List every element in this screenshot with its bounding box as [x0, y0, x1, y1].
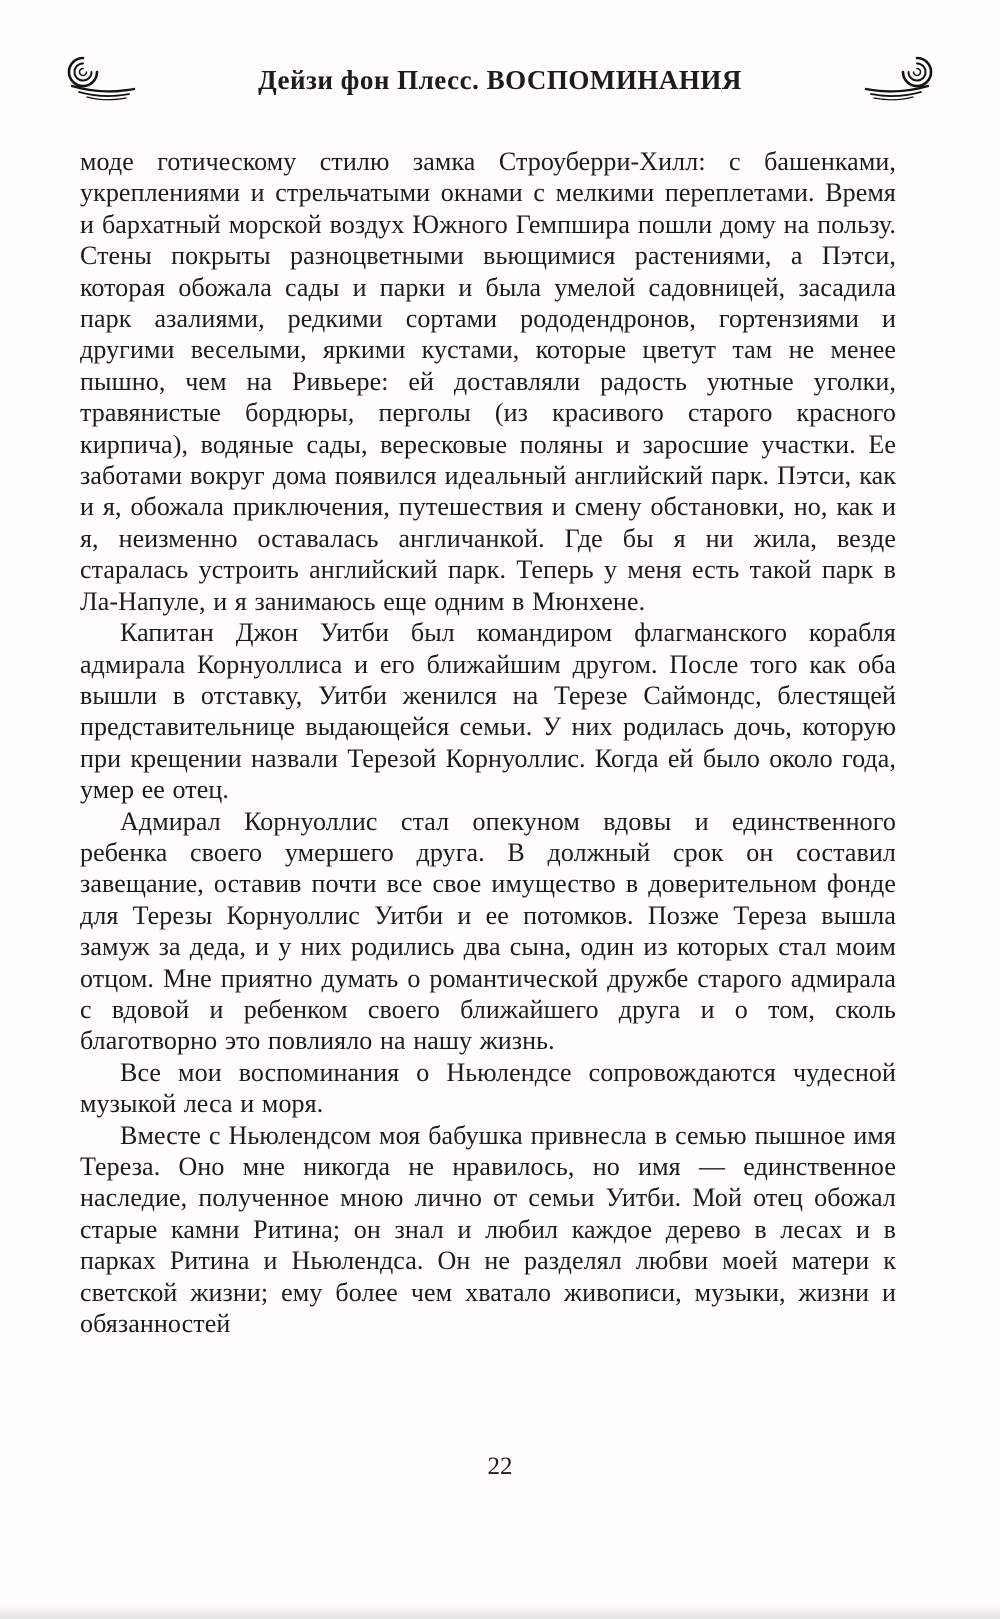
paragraph: Вместе с Ньюлендсом моя бабушка привнесла в семью пышное имя Тереза. Оно мне никогда не нравилось, но имя — единственное наследие, полученное мною лично от семьи Уитби. Мой отец обожал старые камни Ритина; он знал и любил каждое дерево в лесах и в парках Ритина и Ньюлендса. Он не разделял любви моей матери к светской жизни; ему более чем хватало живописи, музыки, жизни и обязанностей: [80, 1120, 896, 1339]
running-title: Дейзи фон Плесс. ВОСПОМИНАНИЯ: [258, 64, 742, 95]
body-text: [0, 146, 1000, 1339]
paragraph: Все мои воспоминания о Ньюлендсе сопровождаются чудесной музыкой леса и моря.: [80, 1057, 896, 1119]
swirl-ornament-right-icon: [860, 55, 938, 105]
scan-edge-shadow: [0, 1605, 1000, 1619]
paragraph: Капитан Джон Уитби был командиром флагманского корабля адмирала Корнуоллиса и его ближайшим другом. После того как оба вышли в отставку, Уитби женился на Терезе Саймондс, блестящей представительнице выдающейся семьи. У них родилась дочь, которую при крещении назвали Терезой Корнуоллис. Когда ей было около года, умер ее отец.: [80, 618, 896, 805]
page-number: 22: [487, 1453, 513, 1480]
page-header: [0, 0, 1000, 108]
paragraph-continuation: моде готическому стилю замка Строуберри-Хилл: с башенками, укреплениями и стрельчатыми окнами с мелкими переплетами. Время и бархатный морской воздух Южного Гемпшира пошли дому на пользу. Стены покрыты разноцветными вьющимися растениями, а Пэтси, которая обожала сады и парки и была умелой садовницей, засадила парк азалиями, редкими сортами рододендронов, гортензиями и другими веселыми, яркими кустами, которые цветут там не менее пышно, чем на Ривьере: ей доставляли радость уютные уголки, травянистые бордюры, перголы (из красивого старого красного кирпича), водяные сады, вересковые поляны и заросшие участки. Ее заботами вокруг дома появился идеальный английский парк. Пэтси, как и я, обожала приключения, путешествия и смену обстановки, но, как и я, неизменно оставалась англичанкой. Где бы я ни жила, везде старалась устроить английский парк. Теперь у меня есть такой парк в Ла-Напуле, и я занимаюсь еще одним в Мюнхене.: [80, 147, 896, 616]
paragraph: Адмирал Корнуоллис стал опекуном вдовы и единственного ребенка своего умершего друга. В должный срок он составил завещание, оставив почти все свое имущество в доверительном фонде для Терезы Корнуоллис Уитби и ее потомков. Позже Тереза вышла замуж за деда, и у них родились два сына, один из которых стал моим отцом. Мне приятно думать о романтической дружбе старого адмирала с вдовой и ребенком своего ближайшего друга и о том, сколь благотворно это повлияло на нашу жизнь.: [80, 806, 896, 1056]
swirl-ornament-left-icon: [62, 55, 140, 105]
